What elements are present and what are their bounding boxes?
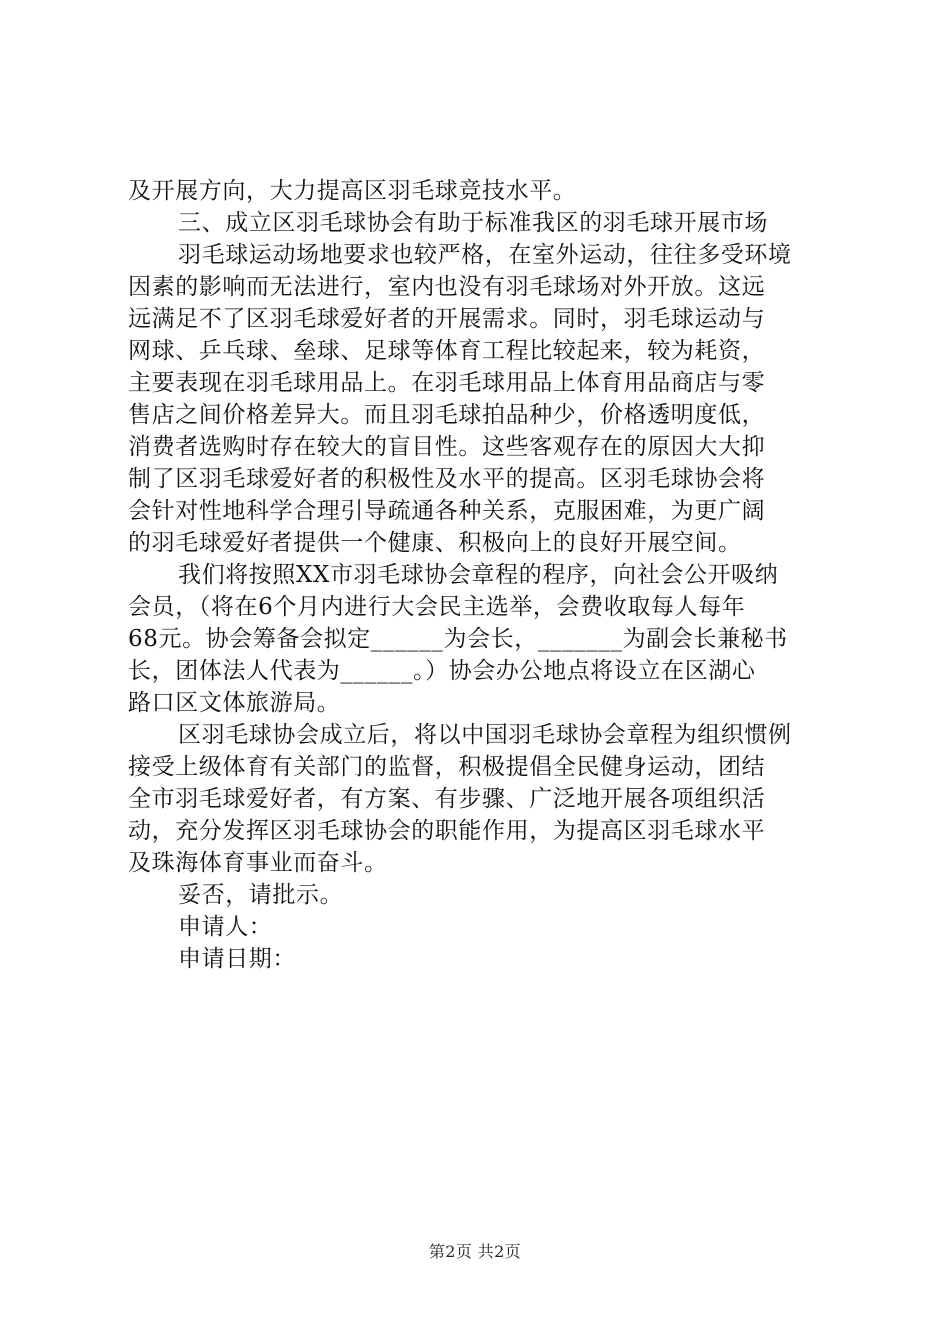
body-line-15: 68元。协会筹备会拟定______为会长，_______为副会长兼秘书 xyxy=(128,626,788,652)
body-line-11: 会针对性地科学合理引导疏通各种关系，克服困难，为更广阔 xyxy=(128,498,766,524)
page-number-footer: 第2页 共2页 xyxy=(428,1242,522,1261)
application-date-label: 申请日期： xyxy=(178,946,296,972)
body-line-17: 路口区文体旅游局。 xyxy=(128,690,341,716)
body-line-9: 消费者选购时存在较大的盲目性。这些客观存在的原因大大抑 xyxy=(128,434,766,460)
body-line-13: 我们将按照XX市羽毛球协会章程的程序，向社会公开吸纳 xyxy=(178,562,779,588)
body-line-6: 网球、乒乓球、垒球、足球等体育工程比较起来，较为耗资， xyxy=(128,338,766,364)
body-line-14: 会员，（将在6个月内进行大会民主选举，会费收取每人每年 xyxy=(128,594,746,620)
body-line-16: 长，团体法人代表为______。）协会办公地点将设立在区湖心 xyxy=(128,658,756,684)
section-heading-3: 三、成立区羽毛球协会有助于标准我区的羽毛球开展市场 xyxy=(178,210,768,236)
body-line-19: 接受上级体育有关部门的监督，积极提倡全民健身运动，团结 xyxy=(128,754,766,780)
body-line-4: 因素的影响而无法进行，室内也没有羽毛球场对外开放。这远 xyxy=(128,274,766,300)
body-line-10: 制了区羽毛球爱好者的积极性及水平的提高。区羽毛球协会将 xyxy=(128,466,766,492)
body-line-20: 全市羽毛球爱好者，有方案、有步骤、广泛地开展各项组织活 xyxy=(128,786,766,812)
body-line-5: 远满足不了区羽毛球爱好者的开展需求。同时，羽毛球运动与 xyxy=(128,306,766,332)
body-line-1: 及开展方向，大力提高区羽毛球竞技水平。 xyxy=(128,178,577,204)
body-line-18: 区羽毛球协会成立后，将以中国羽毛球协会章程为组织惯例 xyxy=(178,722,792,748)
closing-request: 妥否，请批示。 xyxy=(178,882,344,908)
body-line-22: 及珠海体育事业而奋斗。 xyxy=(128,850,388,876)
body-line-3: 羽毛球运动场地要求也较严格，在室外运动，往往多受环境 xyxy=(178,242,792,268)
body-line-7: 主要表现在羽毛球用品上。在羽毛球用品上体育用品商店与零 xyxy=(128,370,766,396)
applicant-label: 申请人： xyxy=(178,914,273,940)
body-line-12: 的羽毛球爱好者提供一个健康、积极向上的良好开展空间。 xyxy=(128,530,742,556)
body-line-8: 售店之间价格差异大。而且羽毛球拍品种少，价格透明度低， xyxy=(128,402,766,428)
body-line-21: 动，充分发挥区羽毛球协会的职能作用，为提高区羽毛球水平 xyxy=(128,818,766,844)
